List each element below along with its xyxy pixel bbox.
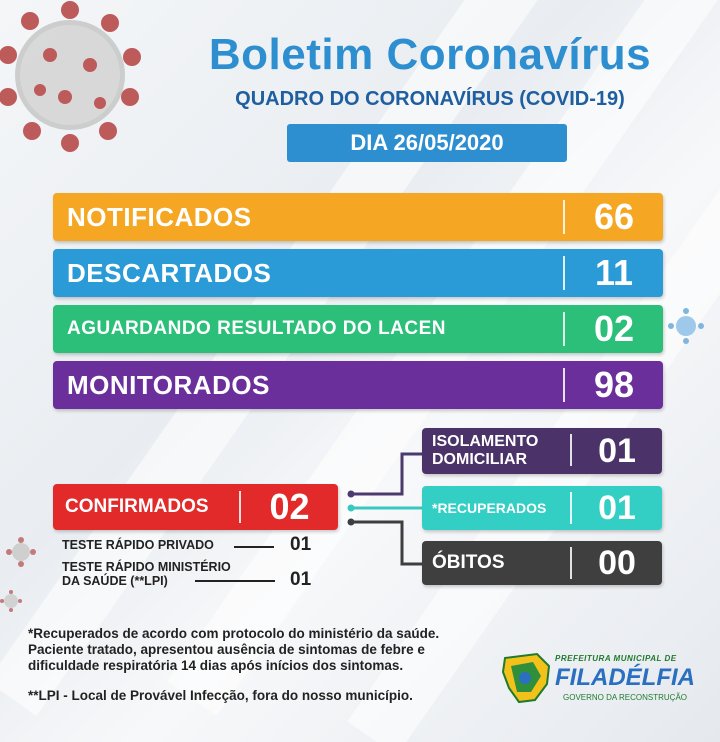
footnote-line: dificuldade respiratória 14 dias após inícios dos sintomas. <box>28 658 404 673</box>
obitos-value: 00 <box>598 544 636 582</box>
connector-lines <box>340 440 430 580</box>
coronavirus-icon <box>668 308 704 344</box>
recuperados-box <box>422 486 662 530</box>
descartados-bar <box>53 249 663 297</box>
monitorados-label: MONITORADOS <box>67 370 270 400</box>
recuperados-label: *RECUPERADOS <box>432 500 547 516</box>
footnote-lpi: **LPI - Local de Provável Infecção, fora do nosso município. <box>28 688 413 703</box>
notificados-bar <box>53 193 663 241</box>
coronavirus-icon <box>0 590 22 612</box>
date-badge: DIA 26/05/2020 <box>287 124 567 162</box>
monitorados-bar <box>53 361 663 409</box>
divider <box>234 546 274 548</box>
teste-ministerio-line2: DA SAÚDE (**LPI) <box>62 574 168 588</box>
state-map-icon <box>497 648 557 708</box>
isolamento-label <box>432 433 538 469</box>
logo-slogan: GOVERNO DA RECONSTRUÇÃO <box>563 693 688 702</box>
isolamento-label-line2: DOMICILIAR <box>432 451 528 468</box>
footnote-line: Paciente tratado, apresentou ausência de sintomas de febre e <box>28 642 425 657</box>
logo-prefeitura-text: PREFEITURA MUNICIPAL DE <box>555 654 677 663</box>
logo-city-name: FILADÉLFIA <box>555 664 695 691</box>
footnote-line: *Recuperados de acordo com protocolo do ministério da saúde. <box>28 626 440 641</box>
confirmados-box <box>53 484 338 530</box>
teste-ministerio-value: 01 <box>290 569 312 590</box>
descartados-label: DESCARTADOS <box>67 258 272 288</box>
teste-privado-label: TESTE RÁPIDO PRIVADO <box>62 538 214 552</box>
notificados-label: NOTIFICADOS <box>67 202 252 232</box>
coronavirus-icon <box>0 0 170 165</box>
obitos-label: ÓBITOS <box>432 552 505 573</box>
teste-privado-value: 01 <box>290 534 312 555</box>
divider <box>195 580 275 582</box>
footnote-recuperados <box>28 626 498 674</box>
aguardando-bar <box>53 305 663 353</box>
page-title: Boletim Coronavírus <box>208 30 652 79</box>
obitos-box <box>422 541 662 585</box>
monitorados-value: 98 <box>593 364 635 405</box>
isolamento-value: 01 <box>598 432 636 470</box>
teste-ministerio-line1: TESTE RÁPIDO MINISTÉRIO <box>62 560 231 574</box>
aguardando-value: 02 <box>593 308 635 349</box>
isolamento-box <box>422 428 662 474</box>
recuperados-value: 01 <box>598 489 636 527</box>
teste-ministerio-label <box>62 560 231 588</box>
prefeitura-logo <box>497 648 695 708</box>
confirmados-label: CONFIRMADOS <box>65 496 209 517</box>
notificados-value: 66 <box>593 196 635 237</box>
aguardando-label: AGUARDANDO RESULTADO DO LACEN <box>67 318 447 339</box>
descartados-value: 11 <box>594 252 634 293</box>
confirmados-value: 02 <box>269 486 310 527</box>
isolamento-label-line1: ISOLAMENTO <box>432 433 539 450</box>
coronavirus-icon <box>6 537 36 567</box>
page-subtitle: QUADRO DO CORONAVÍRUS (COVID-19) <box>235 88 625 110</box>
